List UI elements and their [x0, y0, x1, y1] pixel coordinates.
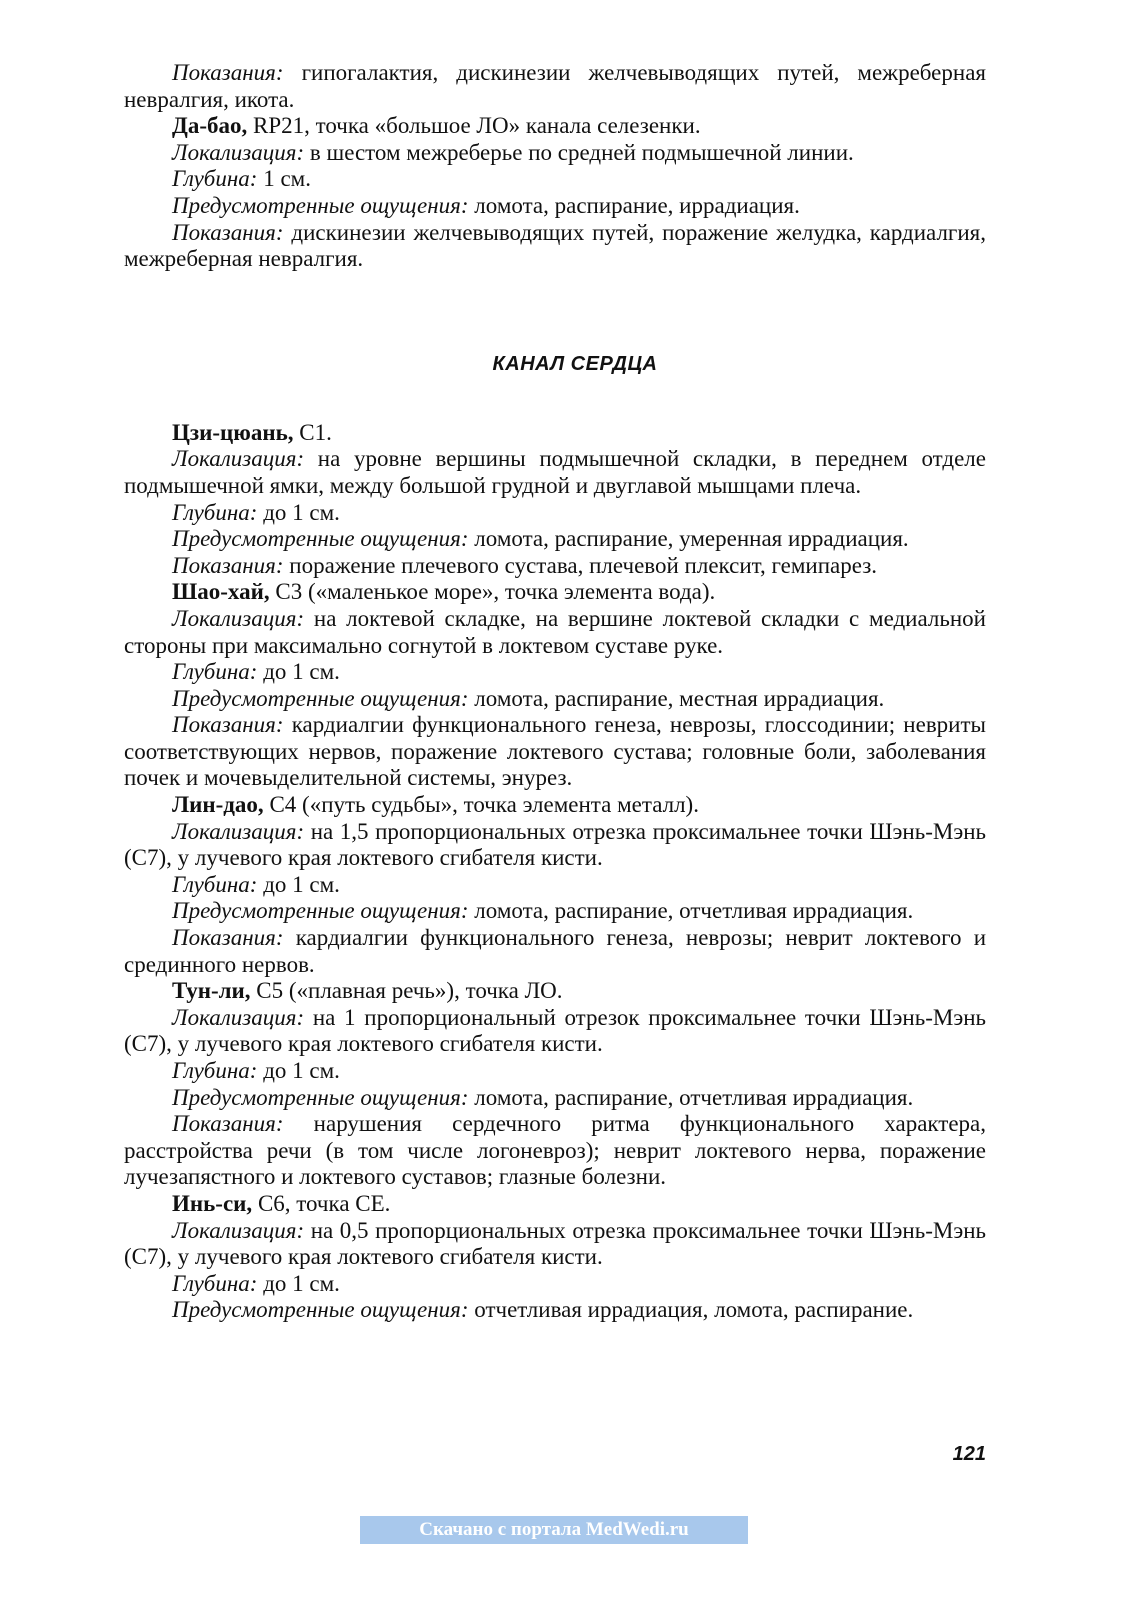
- field-text: до 1 см.: [257, 1058, 340, 1083]
- entry-paragraph: [124, 606, 986, 659]
- field-label: Показания:: [172, 712, 284, 738]
- point-entry: [124, 792, 986, 819]
- page-content: [124, 60, 986, 1324]
- field-text: на 1,5 пропорциональных отрезка проксимальнее точки Шэнь-Мэнь (C7), у лучевого края локтевого сгибателя кисти.: [124, 818, 986, 871]
- field-text: на 1 пропорциональный отрезок проксимальнее точки Шэнь-Мэнь (C7), у лучевого края локтевого сгибателя кисти.: [124, 1004, 986, 1057]
- entry-paragraph: [124, 166, 986, 193]
- point-entry: [124, 579, 986, 606]
- field-label: Глубина:: [172, 499, 258, 525]
- field-label: Показания:: [172, 60, 284, 85]
- field-text: ломота, распирание, отчетливая иррадиация.: [468, 898, 914, 924]
- field-text: на локтевой складке, на вершине локтевой складки с медиальной стороны при максимально согнутой в локтевом суставе руке.: [124, 605, 986, 658]
- point-name: Инь-си,: [172, 1190, 253, 1216]
- entry-paragraph: [124, 686, 986, 713]
- section-gap: [124, 273, 986, 353]
- field-text: нарушения сердечного ритма функционального характера, расстройства речи (в том числе логоневроз); неврит локтевого нерва, поражение лучезапястного и локтевого суставов; глазные болезни.: [124, 1111, 986, 1190]
- entry-paragraph: [124, 500, 986, 527]
- heart-channel-section: [124, 420, 986, 1324]
- field-label: Локализация:: [172, 446, 305, 472]
- field-label: Показания:: [172, 1111, 284, 1137]
- field-text: кардиалгии функционального генеза, неврозы; неврит локтевого и срединного нервов.: [124, 925, 986, 977]
- field-text: до 1 см.: [257, 871, 340, 897]
- point-entry: [124, 978, 986, 1005]
- field-label: Локализация:: [172, 139, 305, 165]
- entry-paragraph: [124, 60, 986, 113]
- field-text: RP21, точка «большое ЛО» канала селезенки.: [247, 113, 701, 139]
- point-entry: [124, 1191, 986, 1218]
- field-text: ломота, распирание, умеренная иррадиация.: [468, 526, 909, 552]
- entry-paragraph: [124, 220, 986, 273]
- field-label: Глубина:: [172, 1058, 258, 1083]
- entry-paragraph: [124, 1085, 986, 1112]
- page-number: 121: [952, 1443, 986, 1465]
- field-text: в шестом межреберье по средней подмышечной линии.: [304, 139, 854, 165]
- entry-paragraph: [124, 712, 986, 792]
- entry-paragraph: [124, 898, 986, 925]
- point-name: Тун-ли,: [172, 978, 251, 1004]
- point-entry: [124, 420, 986, 447]
- field-label: Предусмотренные ощущения:: [172, 1297, 469, 1323]
- point-name: Лин-дао,: [172, 792, 264, 818]
- field-text: до 1 см.: [257, 659, 340, 685]
- field-label: Глубина:: [172, 1270, 258, 1296]
- intro-section: [124, 60, 986, 273]
- entry-paragraph: [124, 553, 986, 580]
- field-text: C5 («плавная речь»), точка ЛО.: [250, 978, 563, 1004]
- field-text: C1.: [293, 419, 332, 445]
- field-text: ломота, распирание, иррадиация.: [468, 192, 800, 218]
- entry-paragraph: [124, 446, 986, 499]
- field-label: Глубина:: [172, 659, 258, 685]
- field-label: Предусмотренные ощущения:: [172, 192, 469, 218]
- point-name: Цзи-цюань,: [172, 419, 294, 445]
- field-label: Локализация:: [172, 1004, 305, 1030]
- entry-paragraph: [124, 1218, 986, 1271]
- field-label: Локализация:: [172, 818, 305, 844]
- field-text: кардиалгии функционального генеза, неврозы, глоссодинии; невриты соответствующих нервов, поражение локтевого сустава; головные боли, заболевания почек и мочевыделительной системы, энурез.: [124, 712, 986, 791]
- entry-paragraph: [124, 819, 986, 872]
- field-text: 1 см.: [257, 166, 311, 192]
- field-label: Предусмотренные ощущения:: [172, 898, 469, 924]
- field-label: Предусмотренные ощущения:: [172, 1084, 469, 1110]
- point-name: Да-бао,: [172, 113, 248, 139]
- field-label: Показания:: [172, 552, 284, 578]
- field-text: поражение плечевого сустава, плечевой плексит, гемипарез.: [283, 552, 878, 578]
- field-label: Показания:: [172, 219, 284, 245]
- entry-paragraph: [124, 925, 986, 978]
- entry-paragraph: [124, 1058, 986, 1085]
- entry-paragraph: [124, 1297, 986, 1324]
- field-text: дискинезии желчевыводящих путей, поражение желудка, кардиалгия, межреберная невралгия.: [124, 219, 986, 272]
- download-banner[interactable]: Скачано с портала MedWedi.ru: [360, 1516, 748, 1544]
- field-text: гипогалактия, дискинезии желчевыводящих путей, межреберная невралгия, икота.: [124, 60, 986, 112]
- field-text: на уровне вершины подмышечной складки, в переднем отделе подмышечной ямки, между большой грудной и двуглавой мышцами плеча.: [124, 446, 986, 498]
- entry-paragraph: [124, 1271, 986, 1298]
- field-text: C3 («маленькое море», точка элемента вода).: [269, 579, 716, 605]
- entry-paragraph: [124, 1111, 986, 1191]
- field-label: Глубина:: [172, 166, 258, 192]
- field-label: Локализация:: [172, 1217, 305, 1243]
- field-text: отчетливая иррадиация, ломота, распирание.: [468, 1297, 914, 1323]
- field-label: Предусмотренные ощущения:: [172, 526, 469, 552]
- field-text: C6, точка CE.: [252, 1190, 391, 1216]
- entry-paragraph: [124, 526, 986, 553]
- field-text: до 1 см.: [257, 1270, 340, 1296]
- field-text: на 0,5 пропорциональных отрезка проксимальнее точки Шэнь-Мэнь (C7), у лучевого края локтевого сгибателя кисти.: [124, 1217, 986, 1270]
- field-text: C4 («путь судьбы», точка элемента металл).: [263, 792, 699, 818]
- field-label: Глубина:: [172, 871, 258, 897]
- point-entry: [124, 113, 986, 140]
- entry-paragraph: [124, 193, 986, 220]
- point-name: Шао-хай,: [172, 579, 270, 605]
- field-label: Показания:: [172, 925, 284, 951]
- entry-paragraph: [124, 659, 986, 686]
- entry-paragraph: [124, 1005, 986, 1058]
- entry-paragraph: [124, 872, 986, 899]
- field-label: Предусмотренные ощущения:: [172, 685, 469, 711]
- field-label: Локализация:: [172, 605, 305, 631]
- section-heading: КАНАЛ СЕРДЦА: [492, 352, 658, 375]
- field-text: ломота, распирание, местная иррадиация.: [468, 685, 885, 711]
- entry-paragraph: [124, 140, 986, 167]
- field-text: до 1 см.: [257, 499, 340, 525]
- field-text: ломота, распирание, отчетливая иррадиация.: [468, 1084, 914, 1110]
